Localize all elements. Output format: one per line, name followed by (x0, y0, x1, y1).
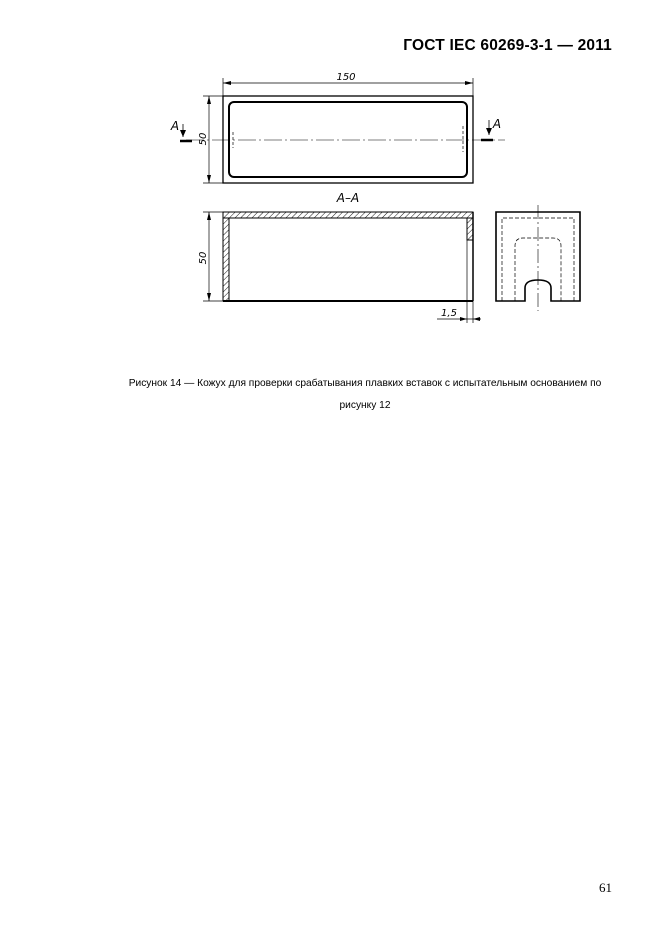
width-dimension-label: 150 (336, 72, 356, 83)
cut-marker-right (481, 117, 501, 140)
caption-line-2: рисунку 12 (339, 400, 391, 411)
cut-label-right: A (492, 117, 502, 131)
cut-label-left: A (170, 119, 180, 133)
section-height-dimension-label: 50 (198, 251, 209, 265)
section-view (198, 212, 481, 323)
top-view (170, 72, 505, 183)
section-title: A–A (336, 191, 360, 205)
height-dimension-label: 50 (198, 132, 209, 146)
wall-thickness-label: 1,5 (441, 308, 457, 319)
technical-drawing (0, 0, 661, 360)
side-view (496, 205, 580, 311)
document-header: ГОСТ IEC 60269-3-1 — 2011 (403, 37, 612, 54)
figure-caption (60, 373, 661, 417)
cut-marker-left (170, 119, 192, 141)
page-number: 61 (599, 880, 612, 895)
caption-line-1: Рисунок 14 — Кожух для проверки срабатывания плавких вставок с испытательным основанием по (128, 378, 602, 389)
